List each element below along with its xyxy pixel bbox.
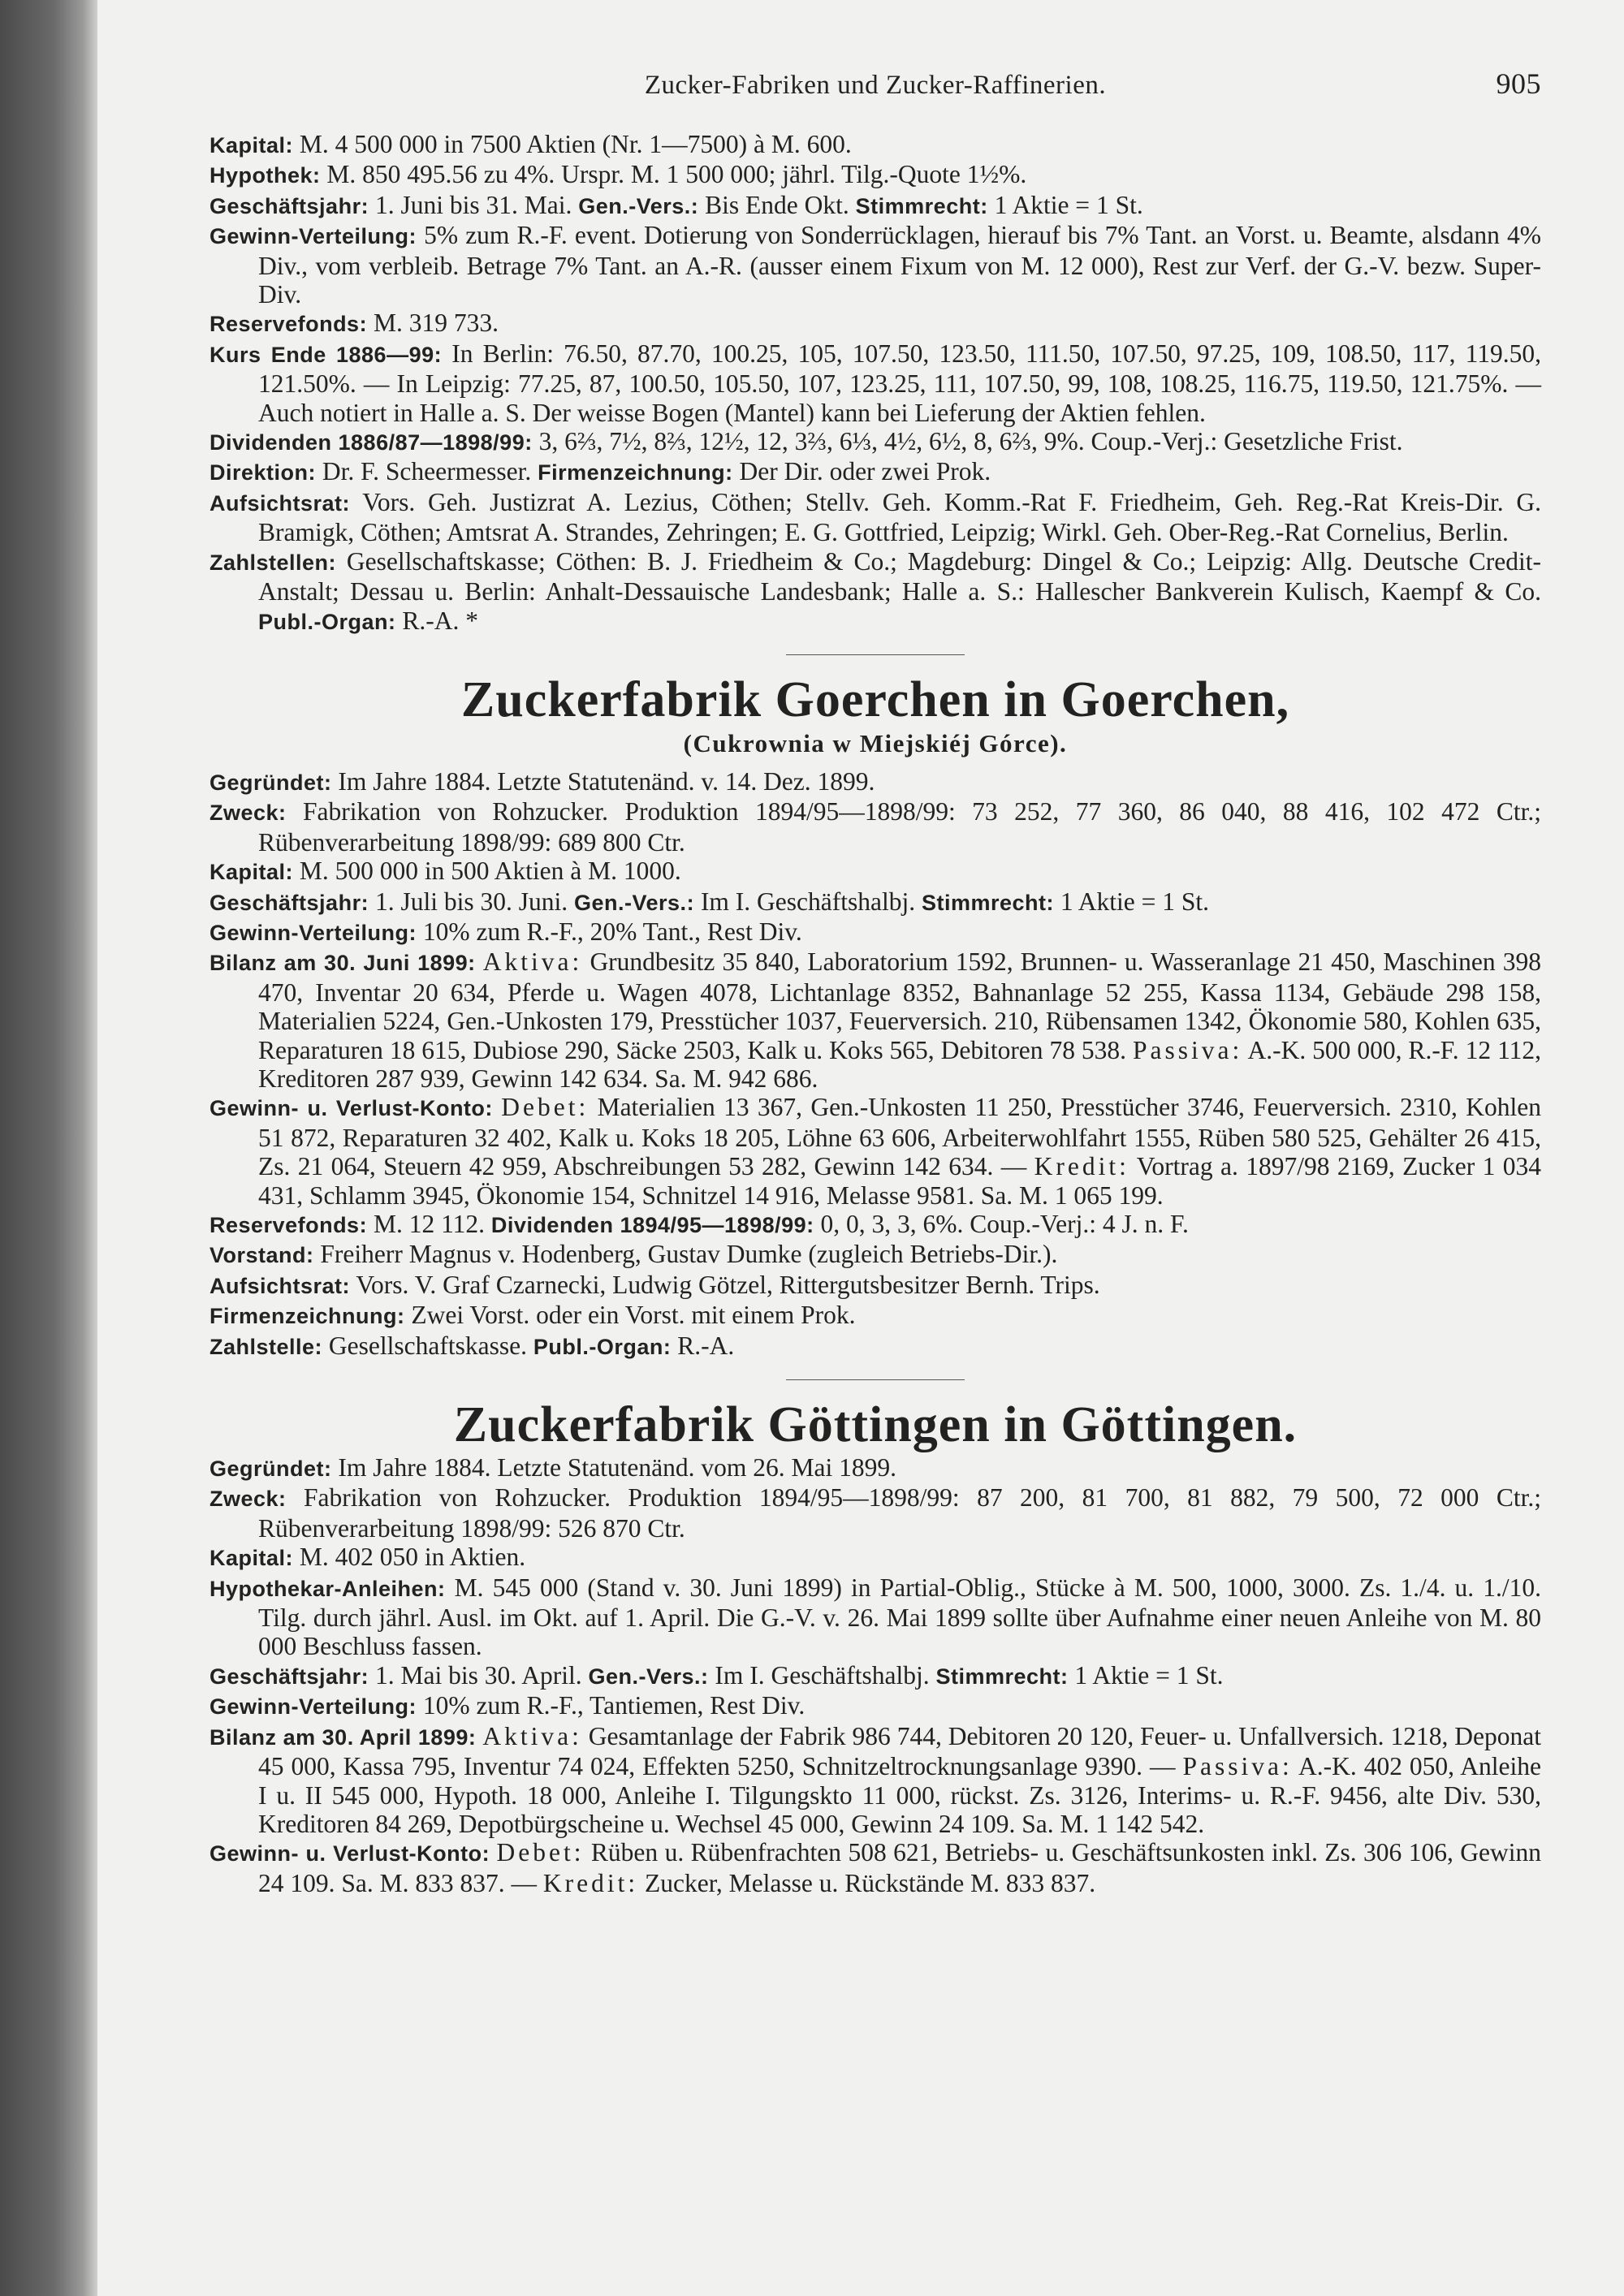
entry — [209, 488, 1541, 547]
entry-subhead: Passiva: — [1133, 1035, 1243, 1064]
entry-label: Gewinn- u. Verlust-Konto: — [209, 1841, 490, 1867]
entry-text: 1. Juni bis 31. Mai. — [374, 190, 572, 219]
entry-label: Direktion: — [209, 460, 317, 486]
entry-text: A.-K. 402 050, Anleihe I u. II 545 000, Hypoth. 18 000, Anleihe I. Tilgungskto 11 000, rückst. Zs. 3126, Interims- u. R.-F. 9456, alte Div. 530, Kreditoren 84 269, Depotbürgscheine u. Wechsel 45 000, Gewinn 24 109. Sa. M. 1 142 542. — [258, 1752, 1542, 1838]
entry — [209, 309, 1541, 339]
entry-label: Geschäftsjahr: — [209, 193, 369, 218]
entry-label: Gewinn-Verteilung: — [209, 1694, 417, 1720]
entry-text: 3, 6⅔, 7½, 8⅔, 12½, 12, 3⅔, 6⅓, 4½, 6½, 8, 6⅔, 9%. Coup.-Verj.: Gesetzliche Frist. — [538, 427, 1403, 456]
entry-label: Geschäftsjahr: — [209, 1664, 369, 1689]
section-divider — [786, 654, 965, 655]
entry-text: Rüben u. Rübenfrachten 508 621, Betriebs- u. Geschäftsunkosten inkl. Zs. 306 106, Gewinn 24 109. Sa. M. 833 837. — — [258, 1838, 1542, 1897]
entry-label: Geschäftsjahr: — [209, 890, 369, 915]
entry — [209, 339, 1541, 427]
entry-text: 1 Aktie = 1 St. — [1060, 887, 1210, 916]
entry-subhead: Kredit: — [1034, 1152, 1129, 1181]
entry-label: Hypothekar-Anleihen: — [209, 1576, 446, 1601]
entry-text: Vors. Geh. Justizrat A. Lezius, Cöthen; Stellv. Geh. Komm.-Rat F. Friedheim, Geh. Reg.-Rat Kreis-Dir. G. Bramigk, Cöthen; Amtsrat A. Strandes, Zehringen; E. G. Gottfried, Leipzig; Wirkl. Geh. Ober-Reg.-Rat Cornelius, Berlin. — [258, 487, 1541, 547]
entry-text: M. 545 000 (Stand v. 30. Juni 1899) in Partial-Oblig., Stücke à M. 500, 1000, 3000. Zs. 1./4. u. 1./10. Tilg. durch jährl. Ausl. im Okt. auf 1. April. Die G.-V. v. 26. Mai 1899 sollte über Aufnahme einer neuen Anleihe von M. 80 000 Beschluss fassen. — [258, 1573, 1542, 1661]
entry — [209, 1093, 1541, 1210]
entry — [209, 130, 1541, 160]
entry-text: Fabrikation von Rohzucker. Produktion 1894/95—1898/99: 73 252, 77 360, 86 040, 88 416, 102 472 Ctr.; Rübenverarbeitung 1898/99: 689 800 Ctr. — [258, 797, 1541, 857]
entry-text: 10% zum R.-F., Tantiemen, Rest Div. — [422, 1691, 806, 1720]
entry — [209, 1271, 1541, 1301]
entry-label: Kapital: — [209, 860, 294, 885]
entry-subhead: Debet: — [501, 1093, 590, 1122]
entry-label: Aufsichtsrat: — [209, 490, 351, 516]
entry-label: Dividenden 1886/87—1898/99: — [209, 430, 533, 455]
entry-label: Firmenzeichnung: — [209, 1304, 405, 1329]
entry-label: Gegründet: — [209, 770, 332, 795]
entry-text: M. 319 733. — [373, 309, 499, 338]
entry-label: Firmenzeichnung: — [538, 460, 733, 486]
entry-text: 1 Aktie = 1 St. — [1074, 1660, 1224, 1690]
entry-text: Gesamtanlage der Fabrik 986 744, Debitoren 20 120, Feuer- u. Unfallversich. 1218, Deponat 45 000, Kassa 795, Inventur 74 024, Effekten 5250, Schnitzeltrocknungsanlage 9390. — — [258, 1721, 1542, 1781]
entry-label: Gewinn-Verteilung: — [209, 224, 417, 249]
entry-text: R.-A. * — [402, 606, 478, 635]
entry — [209, 947, 1541, 1093]
company-title: Zuckerfabrik Goerchen in Goerchen, — [460, 671, 1290, 727]
page-number: 905 — [1496, 67, 1541, 100]
entry-text: M. 4 500 000 in 7500 Aktien (Nr. 1—7500) à M. 600. — [299, 130, 852, 158]
entry-text: 5% zum R.-F. event. Dotierung von Sonderrücklagen, hierauf bis 7% Tant. an Vorst. u. Beamte, alsdann 4% Div., vom verbleib. Betrage 7% Tant. an A.-R. (ausser einem Fixum von M. 12 000), Rest zur Verf. der G.-V. bezw. Super-Div. — [258, 221, 1542, 309]
entry-label: Zahlstelle: — [209, 1334, 323, 1359]
entry — [209, 797, 1541, 857]
entry — [209, 1453, 1541, 1483]
entry-label: Reservefonds: — [209, 1213, 368, 1237]
entry-label: Aufsichtsrat: — [209, 1273, 351, 1298]
entry-text: 10% zum R.-F., 20% Tant., Rest Div. — [422, 917, 802, 946]
entry-text: In Berlin: 76.50, 87.70, 100.25, 105, 107.50, 123.50, 111.50, 107.50, 97.25, 109, 108.50, 117, 119.50, 121.50%. — In Leipzig: 77.25, 87, 100.50, 105.50, 107, 123.25, 111, 107.50, 99, 108, 108.25, 116.75, 119.50, 121.75%. — Auch notiert in Halle a. S. Der weisse Bogen (Mantel) kann bei Lieferung der Aktien fehlen. — [258, 339, 1541, 427]
entry — [209, 767, 1541, 797]
entry-text: Fabrikation von Rohzucker. Produktion 1894/95—1898/99: 87 200, 81 700, 81 882, 79 500, 72 000 Ctr.; Rübenverarbeitung 1898/99: 526 870 Ctr. — [258, 1483, 1541, 1543]
entry — [209, 457, 1541, 487]
entry — [209, 1661, 1541, 1691]
entry-text: M. 12 112. — [373, 1210, 486, 1238]
entry-label: Bilanz am 30. April 1899: — [209, 1724, 477, 1750]
entry-text: Grundbesitz 35 840, Laboratorium 1592, Brunnen- u. Wasseranlage 21 450, Maschinen 398 470, Inventar 20 634, Pferde u. Wagen 4078, Lichtanlage 8352, Bahnanlage 52 255, Kassa 1134, Gebäude 298 158, Materialien 5224, Gen.-Unkosten 179, Presstücher 1037, Feuerversich. 210, Rübensamen 1342, Ökonomie 580, Kohlen 635, Reparaturen 18 615, Dubiose 290, Säcke 2503, Kalk u. Koks 565, Debitoren 78 538. — [258, 947, 1542, 1064]
entry-text: Im I. Geschäftshalbj. — [715, 1660, 930, 1690]
entry — [209, 547, 1541, 637]
entry — [209, 221, 1541, 309]
page-content — [209, 65, 1541, 1897]
entry-label: Stimmrecht: — [921, 890, 1055, 915]
entry-label: Gen.-Vers.: — [574, 890, 695, 915]
entry-label: Gen.-Vers.: — [588, 1664, 709, 1689]
entry-label: Stimmrecht: — [935, 1664, 1069, 1689]
entry-text: Gesellschaftskasse; Cöthen: B. J. Friedheim & Co.; Magdeburg: Dingel & Co.; Leipzig: Allg. Deutsche Credit-Anstalt; Dessau u. Berlin: Anhalt-Dessauische Landesbank; Halle a. S.: Hallescher Bankverein Kulisch, Kaempf & Co. — [258, 546, 1542, 606]
entry-label: Gewinn-Verteilung: — [209, 920, 417, 945]
entry-text: Im Jahre 1884. Letzte Statutenänd. vom 26. Mai 1899. — [338, 1453, 896, 1482]
entry-text: Gesellschaftskasse. — [328, 1331, 527, 1360]
entry — [209, 887, 1541, 917]
entry — [209, 427, 1541, 457]
company-title: Zuckerfabrik Göttingen in Göttingen. — [453, 1397, 1298, 1453]
entry-subhead: Debet: — [496, 1838, 585, 1867]
entry-label: Gen.-Vers.: — [578, 193, 699, 218]
entry — [209, 1301, 1541, 1331]
entry-label: Vorstand: — [209, 1243, 314, 1268]
entry — [209, 1838, 1541, 1897]
running-head — [209, 65, 1541, 115]
entry — [209, 1691, 1541, 1721]
section-divider — [786, 1379, 965, 1380]
entry-label: Kapital: — [209, 1546, 294, 1571]
entry-text: Vortrag a. 1897/98 2169, Zucker 1 034 431, Schlamm 3945, Ökonomie 154, Schnitzel 14 916, Melasse 9581. Sa. M. 1 065 199. — [258, 1152, 1542, 1210]
entry-label: Zweck: — [209, 1487, 287, 1512]
entry — [209, 1210, 1541, 1240]
book-page — [97, 0, 1624, 2296]
entry-text: Vors. V. Graf Czarnecki, Ludwig Götzel, Rittergutsbesitzer Bernh. Trips. — [356, 1270, 1100, 1299]
entry-label: Stimmrecht: — [855, 193, 988, 218]
entry-text: Dr. F. Scheermesser. — [322, 457, 532, 486]
entry-label: Zweck: — [209, 801, 287, 826]
entry-label: Publ.-Organ: — [533, 1334, 672, 1359]
entry — [209, 1722, 1541, 1839]
entry — [209, 1573, 1541, 1661]
entry-text: Im Jahre 1884. Letzte Statutenänd. v. 14. Dez. 1899. — [338, 766, 875, 796]
entry — [209, 1543, 1541, 1573]
entry-subhead: Kredit: — [542, 1868, 639, 1897]
entry-label: Reservefonds: — [209, 312, 368, 337]
entry-text: Freiherr Magnus v. Hodenberg, Gustav Dumke (zugleich Betriebs-Dir.). — [320, 1240, 1058, 1269]
book-binding-edge — [0, 0, 97, 2296]
entry — [209, 1331, 1541, 1362]
entry-text: Bis Ende Okt. — [705, 190, 849, 219]
entry-label: Gewinn- u. Verlust-Konto: — [209, 1096, 493, 1121]
entry-text: Zucker, Melasse u. Rückstände M. 833 837. — [645, 1868, 1096, 1897]
entry-text: 1. Juli bis 30. Juni. — [374, 887, 568, 916]
entry-label: Bilanz am 30. Juni 1899: — [209, 951, 476, 976]
entry — [209, 191, 1541, 221]
entry-text: Materialien 13 367, Gen.-Unkosten 11 250, Presstücher 3746, Feuerversich. 2310, Kohlen 51 872, Reparaturen 32 402, Kalk u. Koks 18 205, Löhne 63 606, Arbeiterwohlfahrt 1555, Rüben 580 525, Gehälter 26 415, Zs. 21 064, Steuern 42 959, Abschreibungen 53 282, Gewinn 142 634. — — [258, 1093, 1541, 1181]
entry-text: Im I. Geschäftshalbj. — [700, 887, 916, 916]
entry-label: Hypothek: — [209, 163, 321, 188]
entry-text: M. 402 050 in Aktien. — [299, 1543, 526, 1572]
entry-text: R.-A. — [677, 1331, 735, 1360]
entry-text: 1 Aktie = 1 St. — [994, 190, 1143, 219]
entry-text: M. 500 000 in 500 Aktien à M. 1000. — [299, 857, 681, 886]
entry-text: M. 850 495.56 zu 4%. Urspr. M. 1 500 000; jährl. Tilg.-Quote 1½%. — [326, 160, 1027, 189]
sections-container — [209, 130, 1541, 1897]
entry-text: Zwei Vorst. oder ein Vorst. mit einem Prok. — [411, 1301, 856, 1330]
entry-text: 1. Mai bis 30. April. — [374, 1660, 582, 1690]
entry-label: Zahlstellen: — [209, 550, 337, 575]
entry-subhead: Passiva: — [1182, 1752, 1293, 1781]
entry — [209, 1483, 1541, 1543]
entry — [209, 917, 1541, 947]
entry — [209, 1240, 1541, 1270]
entry-subhead: Aktiva: — [482, 947, 583, 977]
entry-text: Der Dir. oder zwei Prok. — [739, 457, 991, 486]
entry-label: Dividenden 1894/95—1898/99: — [490, 1213, 814, 1237]
entry-subhead: Aktiva: — [482, 1721, 582, 1750]
entry-label: Kurs Ende 1886—99: — [209, 342, 443, 367]
entry-text: 0, 0, 3, 3, 6%. Coup.-Verj.: 4 J. n. F. — [820, 1210, 1189, 1238]
entry-label: Gegründet: — [209, 1457, 332, 1482]
company-subtitle: (Cukrownia w Miejskiéj Górce). — [683, 728, 1068, 757]
entry-label: Publ.-Organ: — [258, 609, 396, 634]
entry-label: Kapital: — [209, 133, 294, 158]
entry — [209, 857, 1541, 887]
running-head-title: Zucker-Fabriken und Zucker-Raffinerien. — [644, 71, 1107, 100]
entry — [209, 160, 1541, 190]
entry-text: A.-K. 500 000, R.-F. 12 112, Kreditoren 287 939, Gewinn 142 634. Sa. M. 942 686. — [258, 1035, 1542, 1093]
